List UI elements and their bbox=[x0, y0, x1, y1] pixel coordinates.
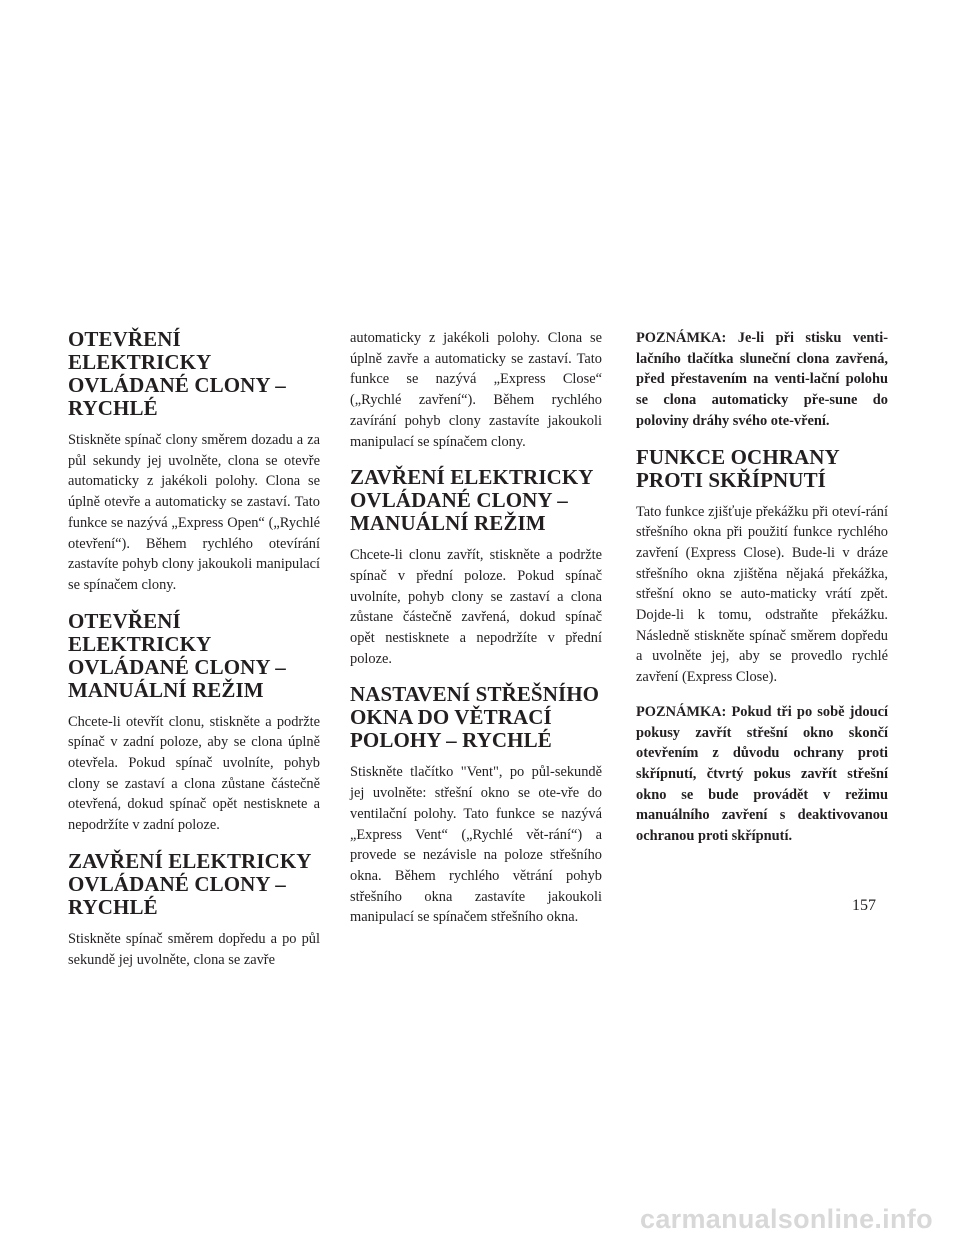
section-heading-manual-close: ZAVŘENÍ ELEKTRICKY OVLÁDANÉ CLONY – MANUÁLNÍ REŽIM bbox=[350, 465, 593, 536]
section-text-manual-close: Chcete-li clonu zavřít, stiskněte a podržte spínač v přední poloze. Pokud spínač uvolníte, pohyb clony se zastaví a clona zůstane částečně zavřená, dokud spínač opět nestisknete a nepodržíte v přední poloze. bbox=[350, 547, 602, 667]
section-text-express-vent: Stiskněte tlačítko "Vent", po půl-sekundě jej uvolněte: střešní okno se ote-vře do ventilační polohy. Tato funkce se nazývá „Express Vent“ („Rychlé vět-rání“) a provede se nezávisle na poloze střešního okna. Během rychlého větrání pohyb střešního okna zastavíte jakoukoli manipulací se spínačem střešního okna. bbox=[350, 764, 602, 926]
section-text-pinch-protection: Tato funkce zjišťuje překážku při oteví-rání střešního okna při použití funkce rychlého zavření (Express Close). Bude-li v dráze střešního okna zjištěna nějaká překážka, střešní okno se auto-maticky vrátí zpět. Dojde-li k tomu, odstraňte překážku. Následně stiskněte spínač směrem dopředu a uvolněte jej, aby se provedlo rychlé zavření (Express Close). bbox=[636, 503, 888, 686]
section-text-express-open: Stiskněte spínač clony směrem dozadu a za půl sekundy jej uvolněte, clona se otevře automaticky z jakékoli polohy. Clona se úplně otevře a automaticky se zastaví. Tato funkce se nazývá „Express Open“ („Rychlé otevření“). Během rychlého otevírání zastavíte pohyb clony jakoukoli manipulací se spínačem clony. bbox=[68, 432, 320, 593]
section-text-manual-open: Chcete-li otevřít clonu, stiskněte a podržte spínač v zadní poloze, aby se clona úplně otevřela. Pokud spínač uvolníte, pohyb clony se zastaví a clona zůstane částečně otevřená, dokud spínač opět nestisknete a nepodržíte v zadní poloze. bbox=[68, 713, 320, 834]
note-pinch-attempts: POZNÁMKA: Pokud tři po sobě jdoucí pokusy zavřít střešní okno skončí otevřením z důvodu ochrany proti skřípnutí, čtvrtý pokus zavřít střešní okno se bude provádět v režimu manuálního zavření s deaktivovanou ochranou proti skřípnutí. bbox=[636, 703, 888, 845]
section-text-express-close-continued: automaticky z jakékoli polohy. Clona se úplně zavře a automaticky se zastaví. Tato funkce se nazývá „Express Close“ („Rychlé zavření“). Během rychlého zavírání pohyb clony zastavíte jakoukoli manipulací se spínačem clony. bbox=[350, 330, 602, 450]
section-heading-express-open: OTEVŘENÍ ELEKTRICKY OVLÁDANÉ CLONY – RYCHLÉ bbox=[68, 327, 286, 420]
section-heading-express-vent: NASTAVENÍ STŘEŠNÍHO OKNA DO VĚTRACÍ POLOHY – RYCHLÉ bbox=[350, 682, 600, 753]
section-heading-manual-open: OTEVŘENÍ ELEKTRICKY OVLÁDANÉ CLONY – MANUÁLNÍ REŽIM bbox=[68, 608, 286, 702]
column-left bbox=[68, 328, 320, 984]
section-heading-express-close: ZAVŘENÍ ELEKTRICKY OVLÁDANÉ CLONY – RYCHLÉ bbox=[68, 848, 311, 919]
page-number: 157 bbox=[852, 897, 876, 914]
watermark-logo: carmanualsonline.info bbox=[640, 1204, 933, 1234]
column-right bbox=[636, 328, 888, 861]
section-text-express-close: Stiskněte spínač směrem dopředu a po půl sekundě jej uvolněte, clona se zavře bbox=[68, 930, 320, 968]
section-heading-pinch-protection: FUNKCE OCHRANY PROTI SKŘÍPNUTÍ bbox=[636, 444, 840, 492]
note-vent-shade: POZNÁMKA: Je-li při stisku venti-lačního tlačítka sluneční clona zavřená, před přestavením na venti-lační polohu se clona automaticky pře-sune do poloviny dráhy svého ote-vření. bbox=[636, 330, 888, 429]
column-middle bbox=[350, 328, 602, 942]
